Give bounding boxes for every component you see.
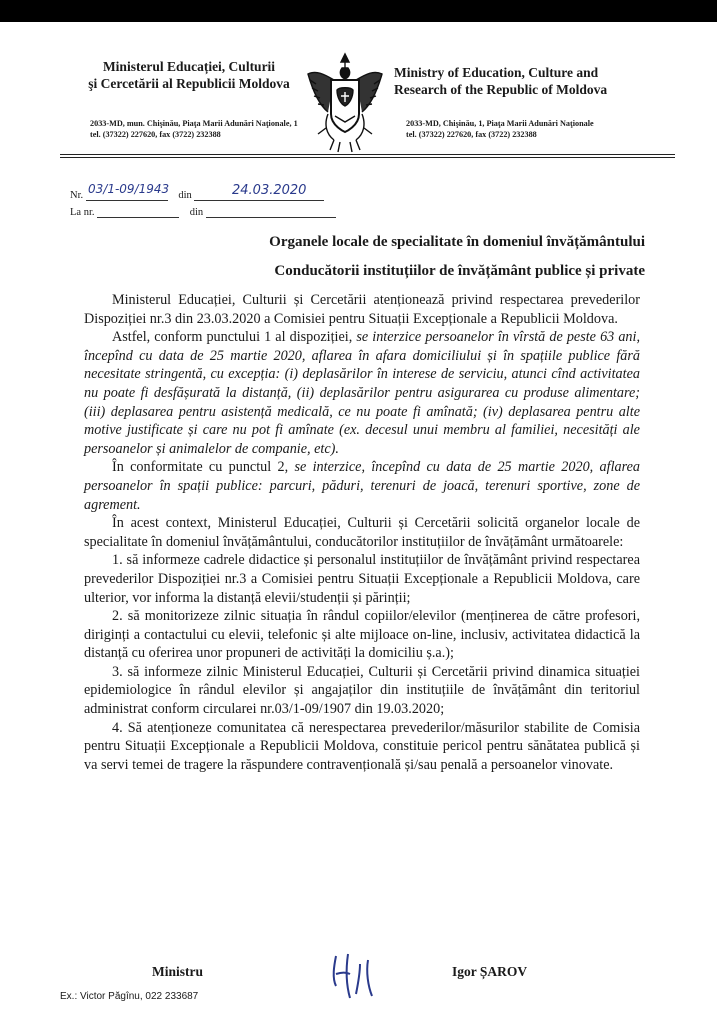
recipient-line-2: Conducătorii instituțiilor de învățământ publice și private bbox=[274, 263, 645, 279]
header-right bbox=[394, 64, 674, 140]
header-left-title-2: şi Cercetării al Republicii Moldova bbox=[88, 76, 290, 91]
signature-name: Igor ȘAROV bbox=[452, 964, 528, 979]
ref-la-nr-row bbox=[70, 203, 336, 218]
ref-date-handwritten: 24.03.2020 bbox=[232, 183, 307, 198]
paragraph-2: Astfel, conform punctului 1 al dispoziției, se interzice persoanelor în vîrstă de peste 63 ani, începînd cu data de 25 martie 2020, aflarea în afara domiciliului și în spațiile publice fără necesitate stringentă, cu excepția: (i) deplasărilor în interese de serviciu, atunci cînd activitatea nu poate fi desfășurată la distanță, (ii) deplasărilor pentru asigurarea cu produse alimentare; (iii) deplasarea pentru asistență medicală, ce nu poate fi amînată; (iv) deplasarea pentru alte motive justificate și care nu pot fi amînate (ex. decesul unui membru al familiei, necesități ale persoanelor și animalelor de companie, etc). bbox=[84, 329, 641, 457]
paragraph-3: În conformitate cu punctul 2, se interzice, începînd cu data de 25 martie 2020, aflarea persoanelor în spații publice: parcuri, păduri, terenuri de joacă, terenuri sportive, zone de agrement. bbox=[84, 459, 640, 513]
list-item-2: 2. să monitorizeze zilnic situația în rândul copiilor/elevilor (menținerea de către profesori, diriginți a contactului cu elevii, telefonic și alte mijloace on-line, inclusiv, activitatea didactică la distanță cu oferirea unor propuneri de activități la domiciliu ș.a.); bbox=[84, 608, 640, 662]
header-left-title-1: Ministerul Educației, Culturii bbox=[102, 59, 276, 74]
header-left bbox=[60, 58, 318, 140]
ref-la-nr-label: La nr. bbox=[70, 207, 95, 218]
letter-body bbox=[84, 291, 640, 774]
handwritten-signature-icon bbox=[328, 950, 388, 1002]
paragraph-4: În acest context, Ministerul Educației, Culturii și Cercetării solicită organelor locale de specialitate în domeniul învățământului, conducătorilor instituțiilor de învățământ următoarele: bbox=[84, 515, 640, 550]
executor-info: Ex.: Victor Păgînu, 022 233687 bbox=[60, 991, 199, 1002]
header-divider-1 bbox=[60, 154, 675, 155]
list-item-3: 3. să informeze zilnic Ministerul Educației, Culturii și Cercetării privind dinamica situației epidemiologice în rândul elevilor și angajaților din instituțiile de învățământ din teritoriul administrat conform circularei nr.03/1-09/1907 din 19.03.2020; bbox=[84, 663, 640, 718]
header-right-address: 2033-MD, Chişinău, 1, Piaţa Marii Adunări Naţionale tel. (37322) 227620, fax (3722) 232388 bbox=[406, 119, 594, 139]
ref-din2-label: din bbox=[189, 207, 204, 218]
ref-nr-handwritten: 03/1-09/1943 bbox=[88, 182, 170, 196]
signature-title: Ministru bbox=[152, 964, 204, 979]
list-item-4: 4. Să atenționeze comunitatea că nerespectarea prevederilor/măsurilor stabilite de Comisia pentru Situații Excepționale a Republicii Moldova, constituie pericol pentru sănătatea publică și va servi temei de tragere la răspundere contravențională și/sau penală a persoanelor vinovate. bbox=[84, 719, 640, 773]
header-right-title-2: Research of the Republic of Moldova bbox=[394, 82, 608, 97]
coat-of-arms-icon bbox=[304, 50, 386, 158]
header-right-title-1: Ministry of Education, Culture and bbox=[394, 65, 599, 80]
ref-nr-label: Nr. bbox=[70, 190, 84, 201]
paragraph-1: Ministerul Educației, Culturii și Cercetării atenționează privind respectarea prevederilor Dispoziției nr.3 din 23.03.2020 a Comisiei pentru Situații Excepționale a Republicii Moldova. bbox=[84, 292, 640, 327]
ref-din-label: din bbox=[178, 190, 192, 201]
top-black-bar bbox=[0, 0, 717, 22]
list-item-1: 1. să informeze cadrele didactice și personalul instituțiilor de învățământ privind respectarea prevederilor Dispoziției nr.3 a Comisiei pentru Situații Excepționale a Republicii Moldova, care ulterior, vor informa la distanță elevii/studenții și părinții; bbox=[84, 552, 640, 606]
header-left-address: 2033-MD, mun. Chişinău, Piaţa Marii Adunări Naţionale, 1 tel. (37322) 227620, fax (3722) 232388 bbox=[90, 119, 298, 139]
recipient-line-1: Organele locale de specialitate în domeniul învățământului bbox=[269, 234, 645, 250]
header-divider-2 bbox=[60, 157, 675, 158]
